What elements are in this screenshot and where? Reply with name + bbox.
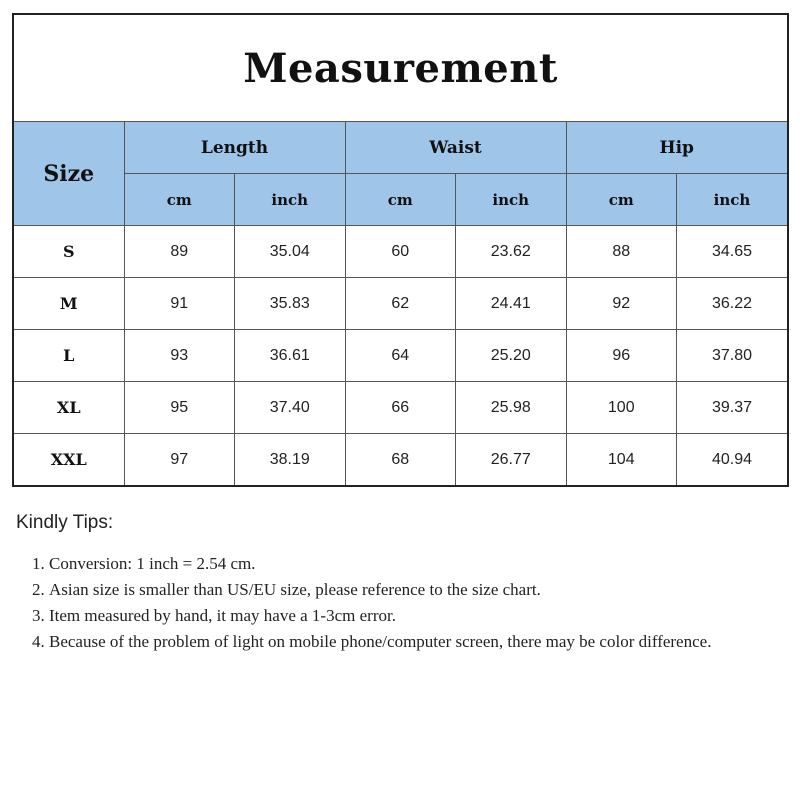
size-cell: S: [14, 226, 124, 278]
group-header-waist: Waist: [345, 122, 566, 174]
table-cell: 37.40: [235, 382, 346, 434]
tips-heading: Kindly Tips:: [16, 512, 114, 533]
table-cell: 96: [566, 330, 677, 382]
unit-header: inch: [456, 174, 567, 226]
table-row: [14, 382, 787, 434]
table-cell: 35.04: [235, 226, 346, 278]
size-cell: XXL: [14, 434, 124, 486]
table-cell: 40.94: [677, 434, 788, 486]
table-cell: 23.62: [456, 226, 567, 278]
table-cell: 92: [566, 278, 677, 330]
measurement-table: [14, 122, 787, 485]
table-cell: 38.19: [235, 434, 346, 486]
table-cell: 36.22: [677, 278, 788, 330]
unit-header: inch: [235, 174, 346, 226]
table-cell: 97: [124, 434, 235, 486]
table-cell: 91: [124, 278, 235, 330]
size-cell: XL: [14, 382, 124, 434]
size-column-header: Size: [14, 122, 124, 226]
tip-item: 3. Item measured by hand, it may have a 1-3cm error.: [49, 603, 776, 629]
table-cell: 89: [124, 226, 235, 278]
unit-header: cm: [124, 174, 235, 226]
group-header-hip: Hip: [566, 122, 787, 174]
title-row: [14, 15, 787, 122]
table-cell: 25.20: [456, 330, 567, 382]
tips-list: [16, 551, 776, 655]
tip-item: 1. Conversion: 1 inch = 2.54 cm.: [49, 551, 776, 577]
unit-header: cm: [566, 174, 677, 226]
table-cell: 39.37: [677, 382, 788, 434]
table-cell: 25.98: [456, 382, 567, 434]
table-cell: 93: [124, 330, 235, 382]
table-cell: 100: [566, 382, 677, 434]
tip-item: 4. Because of the problem of light on mobile phone/computer screen, there may be color difference.: [49, 629, 776, 655]
size-cell: M: [14, 278, 124, 330]
group-header-length: Length: [124, 122, 345, 174]
table-cell: 104: [566, 434, 677, 486]
table-cell: 60: [345, 226, 456, 278]
table-cell: 62: [345, 278, 456, 330]
table-cell: 88: [566, 226, 677, 278]
table-cell: 68: [345, 434, 456, 486]
size-cell: L: [14, 330, 124, 382]
table-row: [14, 330, 787, 382]
table-cell: 35.83: [235, 278, 346, 330]
table-cell: 37.80: [677, 330, 788, 382]
table-cell: 24.41: [456, 278, 567, 330]
table-row: [14, 226, 787, 278]
table-cell: 36.61: [235, 330, 346, 382]
tip-item: 2. Asian size is smaller than US/EU size, please reference to the size chart.: [49, 577, 776, 603]
unit-header: inch: [677, 174, 788, 226]
chart-title: Measurement: [243, 44, 558, 92]
table-row: [14, 278, 787, 330]
unit-header: cm: [345, 174, 456, 226]
table-cell: 64: [345, 330, 456, 382]
table-cell: 66: [345, 382, 456, 434]
table-cell: 26.77: [456, 434, 567, 486]
table-cell: 34.65: [677, 226, 788, 278]
size-chart: [12, 13, 789, 487]
table-cell: 95: [124, 382, 235, 434]
table-row: [14, 434, 787, 486]
tips-section: [16, 512, 776, 655]
